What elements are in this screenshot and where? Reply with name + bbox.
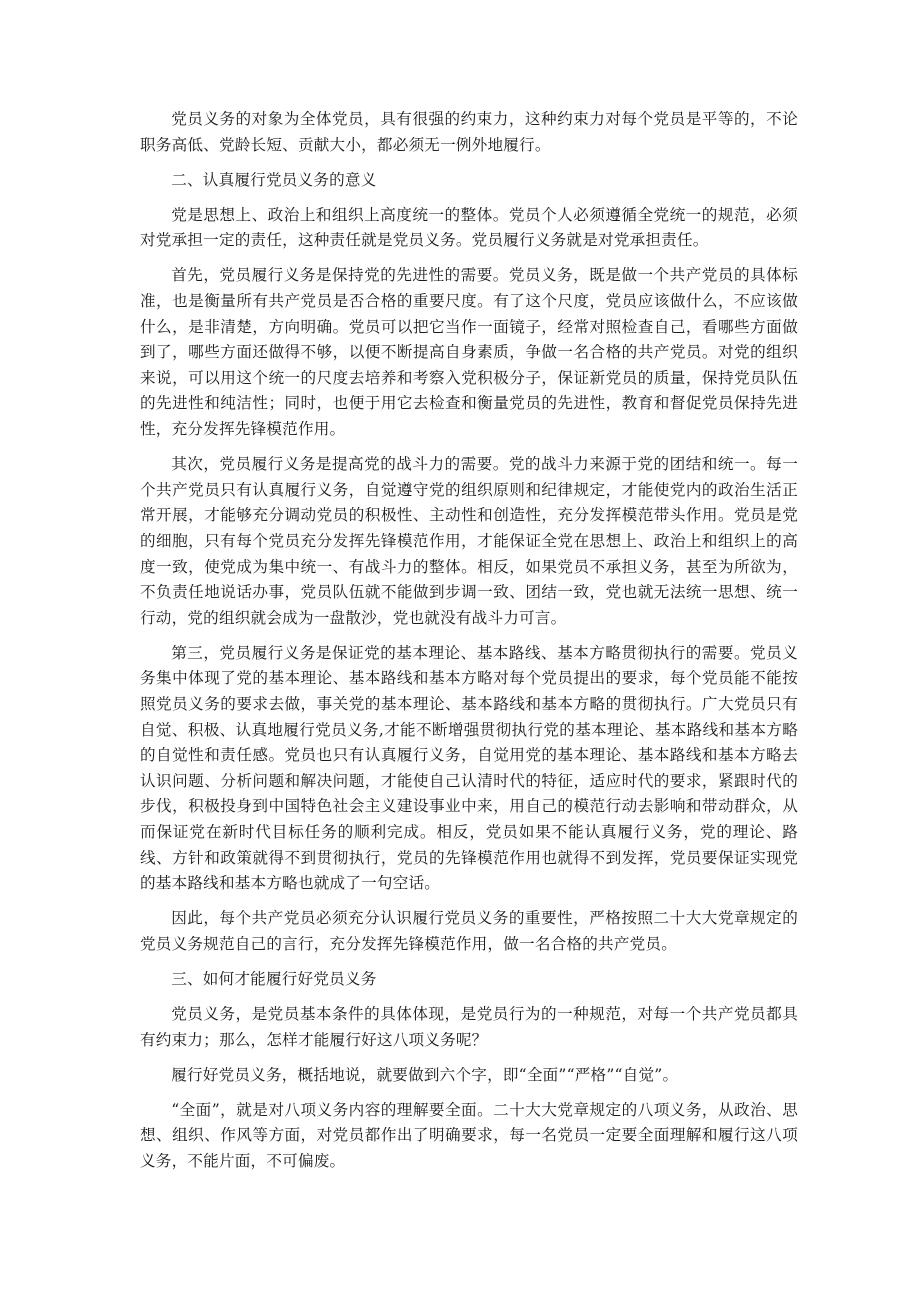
paragraph-conclusion: 因此，每个共产党员必须充分认识履行党员义务的重要性，严格按照二十大大党章规定的党员义务规范自己的言行，充分发挥先锋模范作用，做一名合格的共产党员。 [140,909,798,953]
document-page [140,107,798,1184]
section-heading-significance: 二、认真履行党员义务的意义 [171,170,377,189]
paragraph-comprehensive: “全面”，就是对八项义务内容的理解要全面。二十大大党章规定的八项义务，从政治、思想、组织、作风等方面，对党员都作出了明确要求，每一名党员一定要全面理解和履行这八项义务，不能片面，不可偏废。 [140,1100,798,1170]
section-heading-how-to-fulfill: 三、如何才能履行好党员义务 [171,969,377,988]
paragraph-six-characters: 履行好党员义务，概括地说，就要做到六个字，即“全面”“严格”“自觉”。 [171,1065,679,1084]
paragraph-obligation-definition: 党员义务，是党员基本条件的具体体现，是党员行为的一种规范，对每一个共产党员都具有约束力；那么，怎样才能履行好这八项义务呢？ [140,1005,798,1049]
paragraph-first-advancement: 首先，党员履行义务是保持党的先进性的需要。党员义务，既是做一个共产党员的具体标准，也是衡量所有共产党员是否合格的重要尺度。有了这个尺度，党员应该做什么，不应该做什么，是非清楚，方向明确。党员可以把它当作一面镜子，经常对照检查自己，看哪些方面做到了，哪些方面还做得不够，以便不断提高自身素质，争做一名合格的共产党员。对党的组织来说，可以用这个统一的尺度去培养和考察入党积极分子，保证新党员的质量，保持党员队伍的先进性和纯洁性；同时，也便于用它去检查和衡量党员的先进性，教育和督促党员保持先进性，充分发挥先锋模范作用。 [140,266,798,439]
paragraph-party-unity: 党是思想上、政治上和组织上高度统一的整体。党员个人必须遵循全党统一的规范，必须对党承担一定的责任，这种责任就是党员义务。党员履行义务就是对党承担责任。 [140,205,798,250]
paragraph-obligation-scope: 党员义务的对象为全体党员，具有很强的约束力，这种约束力对每个党员是平等的，不论职务高低、党龄长短、贡献大小，都必须无一例外地履行。 [140,110,798,154]
paragraph-third-basic-theory: 第三，党员履行义务是保证党的基本理论、基本路线、基本方略贯彻执行的需要。党员义务集中体现了党的基本理论、基本路线和基本方略对每个党员提出的要求，每个党员能不能按照党员义务的要求去做，事关党的基本理论、基本路线和基本方略的贯彻执行。广大党员只有自觉、积极、认真地履行党员义务,才能不断增强贯彻执行党的基本理论、基本路线和基本方略的自觉性和责任感。党员也只有认真履行义务，自觉用党的基本理论、基本路线和基本方略去认识问题、分析问题和解决问题，才能使自己认清时代的特征，适应时代的要求，紧跟时代的步伐，积极投身到中国特色社会主义建设事业中来，用自己的模范行动去影响和带动群众，从而保证党在新时代目标任务的顺利完成。相反，党员如果不能认真履行义务，党的理论、路线、方针和政策就得不到贯彻执行，党员的先锋模范作用也就得不到发挥，党员要保证实现党的基本路线和基本方略也就成了一句空话。 [140,643,798,893]
paragraph-second-fighting-capacity: 其次，党员履行义务是提高党的战斗力的需要。党的战斗力来源于党的团结和统一。每一个共产党员只有认真履行义务，自觉遵守党的组织原则和纪律规定，才能使党内的政治生活正常开展，才能够充分调动党员的积极性、主动性和创造性，充分发挥模范带头作用。党员是党的细胞，只有每个党员充分发挥先锋模范作用，才能保证全党在思想上、政治上和组织上的高度一致，使党成为集中统一、有战斗力的整体。相反，如果党员不承担义务，甚至为所欲为，不负责任地说话办事，党员队伍就不能做到步调一致、团结一致，党也就无法统一思想、统一行动，党的组织就会成为一盘散沙，党也就没有战斗力可言。 [140,455,798,627]
